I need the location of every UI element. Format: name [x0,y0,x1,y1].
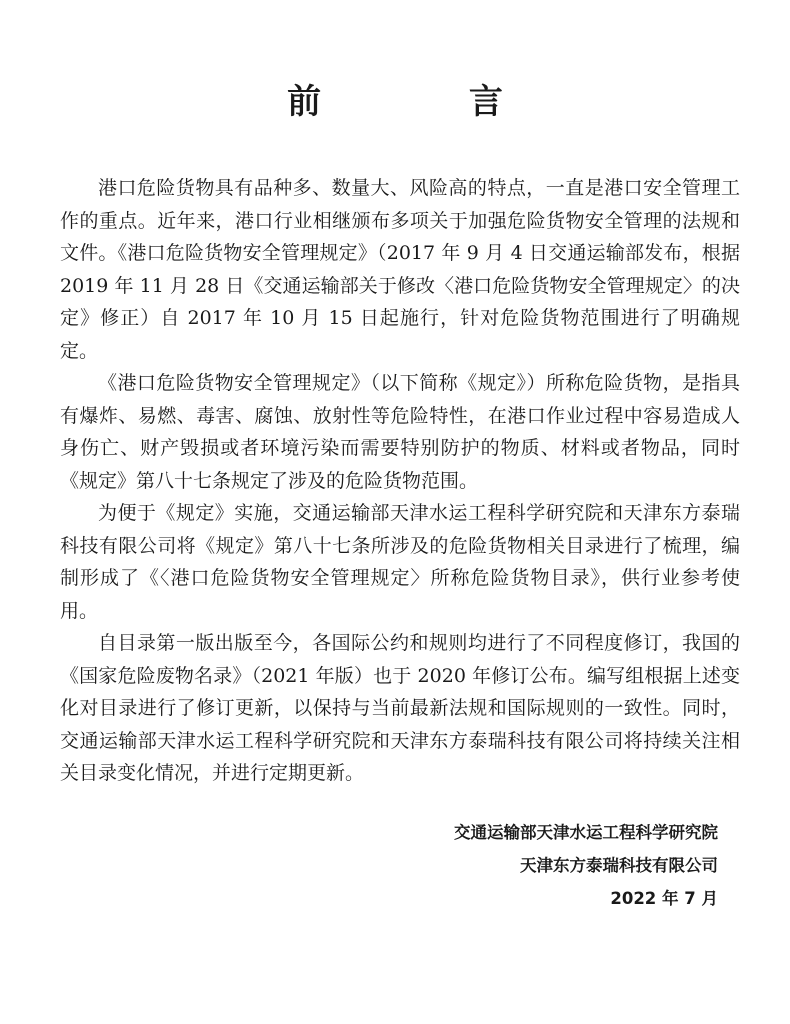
paragraph-3: 为便于《规定》实施，交通运输部天津水运工程科学研究院和天津东方泰瑞科技有限公司将《规定》第八十七条所涉及的危险货物相关目录进行了梳理，编制形成了《〈港口危险货物安全管理规定〉所称危险货物目录》，供行业参考使用。 [60,502,740,622]
page-title: 前 言 [287,82,571,122]
signature-date: 2022 年 7 月 [610,889,718,908]
preface-body [60,172,740,790]
paragraph-1: 港口危险货物具有品种多、数量大、风险高的特点，一直是港口安全管理工作的重点。近年来，港口行业相继颁布多项关于加强危险货物安全管理的法规和文件。《港口危险货物安全管理规定》（2017 年 9 月 4 日交通运输部发布，根据 2019 年 11 月 28 日《交通运输部关于修改〈港口危险货物安全管理规定〉的决定》修正）自 2017 年 10 月 15 日起施行，针对危险货物范围进行了明确规定。 [60,177,740,362]
paragraph-2: 《港口危险货物安全管理规定》（以下简称《规定》）所称危险货物，是指具有爆炸、易燃、毒害、腐蚀、放射性等危险特性，在港口作业过程中容易造成人身伤亡、财产毁损或者环境污染而需要特别防护的物质、材料或者物品，同时《规定》第八十七条规定了涉及的危险货物范围。 [60,372,740,492]
signature-org-2: 天津东方泰瑞科技有限公司 [520,856,718,875]
paragraph-4: 自目录第一版出版至今，各国际公约和规则均进行了不同程度修订，我国的《国家危险废物名录》（2021 年版）也于 2020 年修订公布。编写组根据上述变化对目录进行了修订更新，以保持与当前最新法规和国际规则的一致性。同时，交通运输部天津水运工程科学研究院和天津东方泰瑞科技有限公司将持续关注相关目录变化情况，并进行定期更新。 [60,632,740,784]
signature-block [218,816,718,915]
signature-org-1: 交通运输部天津水运工程科学研究院 [454,823,718,842]
